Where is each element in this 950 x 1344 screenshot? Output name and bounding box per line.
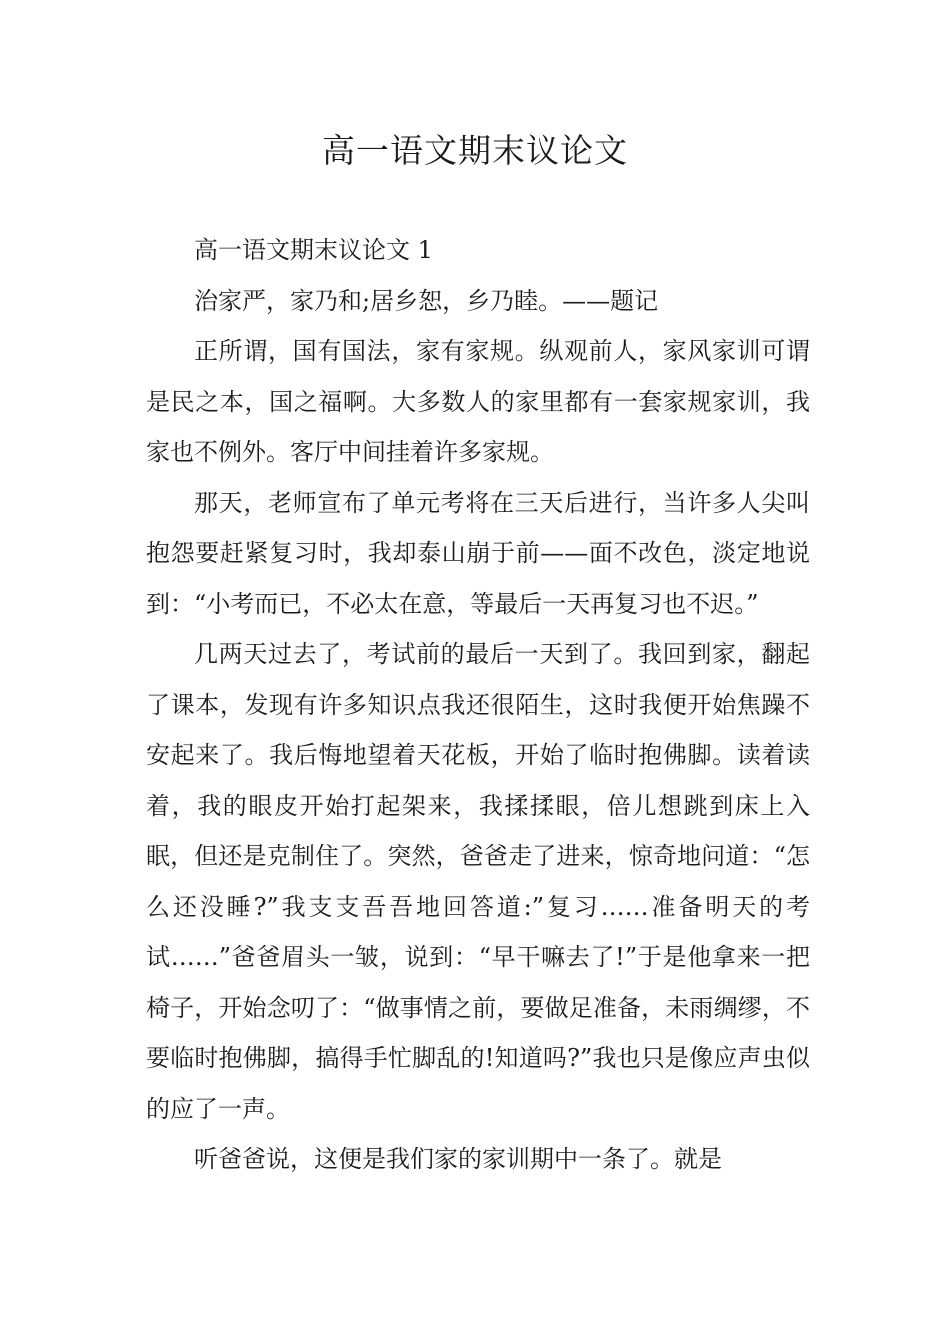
document-body — [146, 225, 810, 1185]
paragraph: 几两天过去了，考试前的最后一天到了。我回到家，翻起了课本，发现有许多知识点我还很陌生，这时我便开始焦躁不安起来了。我后悔地望着天花板，开始了临时抱佛脚。读着读着，我的眼皮开始打起架来，我揉揉眼，倍儿想跳到床上入眠，但还是克制住了。突然，爸爸走了进来，惊奇地问道：“怎么还没睡?”我支支吾吾地回答道:”复习……准备明天的考试……”爸爸眉头一皱，说到：“早干嘛去了!”于是他拿来一把椅子，开始念叨了：“做事情之前，要做足准备，未雨绸缪，不要临时抱佛脚，搞得手忙脚乱的!知道吗?”我也只是像应声虫似的应了一声。 — [146, 640, 810, 1123]
document-title: 高一语文期末议论文 — [322, 131, 628, 170]
paragraph: 听爸爸说，这便是我们家的家训期中一条了。就是 — [194, 1145, 722, 1173]
paragraph: 正所谓，国有国法，家有家规。纵观前人，家风家训可谓是民之本，国之福啊。大多数人的家里都有一套家规家训，我家也不例外。客厅中间挂着许多家规。 — [146, 337, 810, 466]
paragraph: 那天，老师宣布了单元考将在三天后进行，当许多人尖叫抱怨要赶紧复习时，我却泰山崩于前——面不改色，淡定地说到：“小考而已，不必太在意，等最后一天再复习也不迟。” — [146, 488, 810, 618]
paragraph-epigraph: 治家严，家乃和;居乡恕，乡乃睦。——题记 — [194, 286, 659, 315]
paragraph-subtitle: 高一语文期末议论文 1 — [194, 236, 433, 264]
